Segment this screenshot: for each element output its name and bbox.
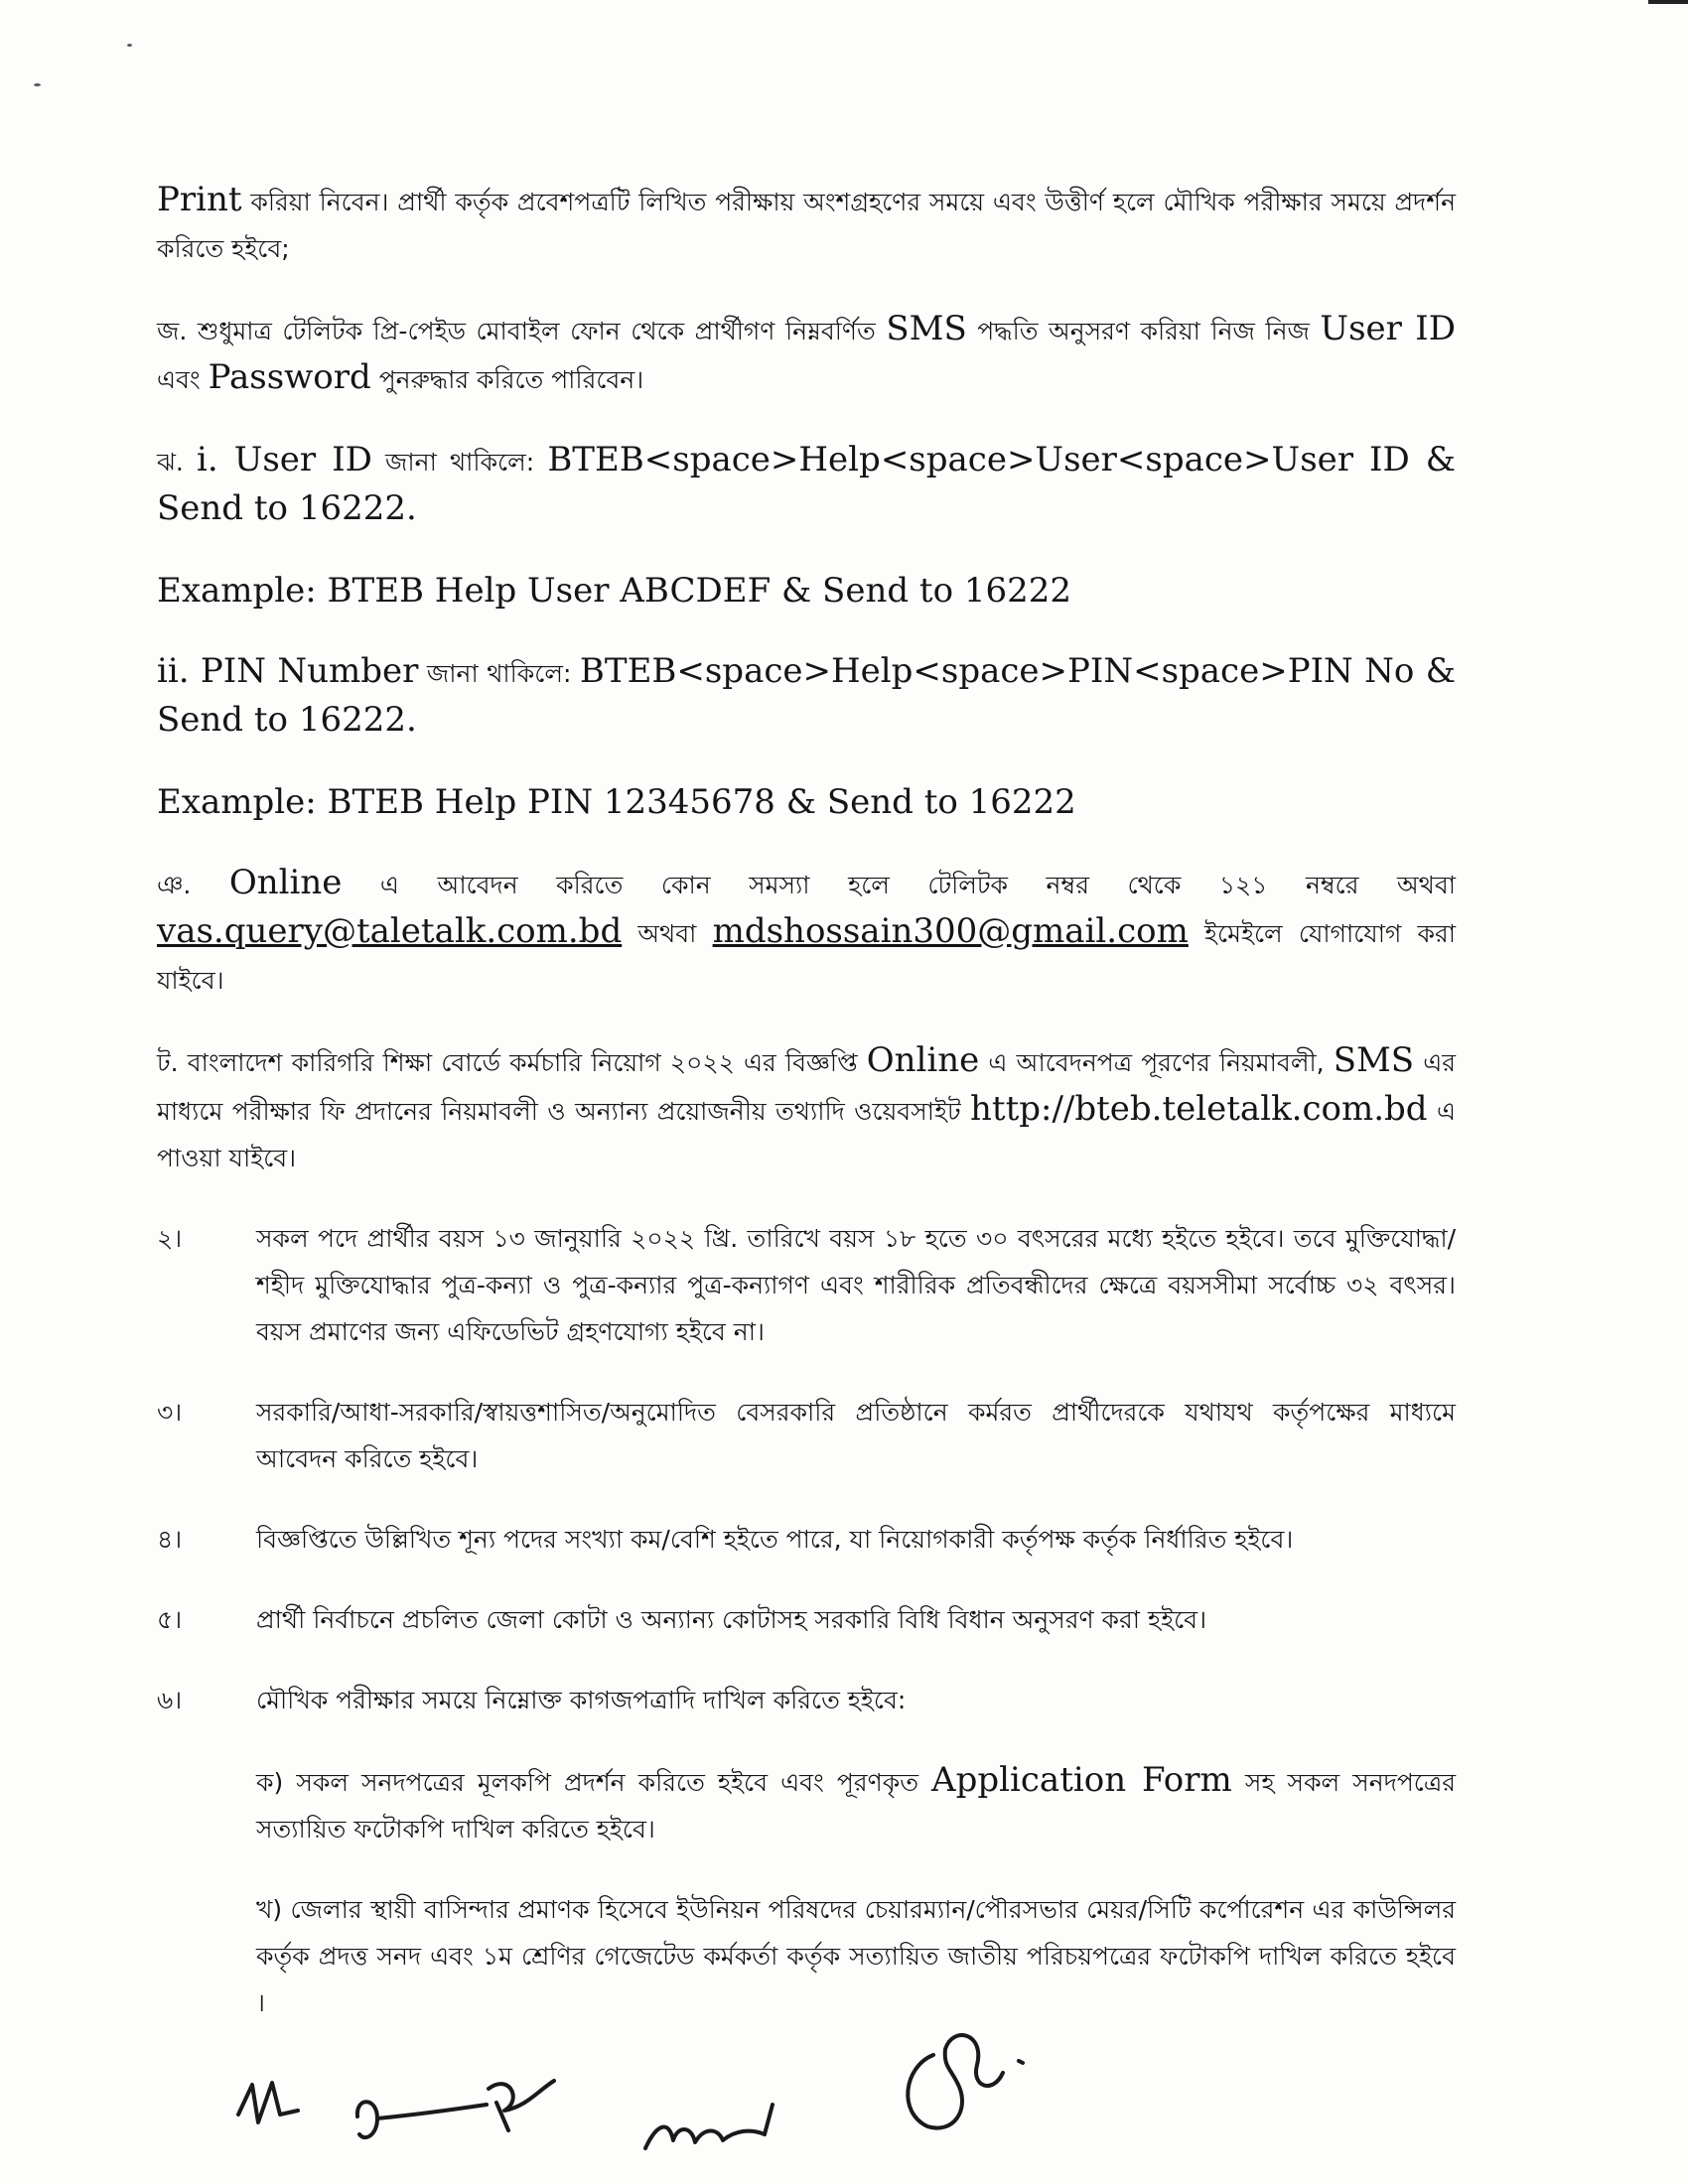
- online-word: Online: [228, 863, 343, 902]
- item-text: সরকারি/আধা-সরকারি/স্বায়ত্তশাসিত/অনুমোদিত বেসরকারি প্রতিষ্ঠানে কর্মরত প্রার্থীদেরকে যথাযথ কর্তৃপক্ষের মাধ্যমে আবেদন করিতে হইবে।: [256, 1398, 1456, 1473]
- print-word: Print: [157, 180, 242, 219]
- user-id-sms-format: BTEB<space>Help<space>User<space>User ID & Send to 16222.: [157, 440, 1456, 528]
- clause-n-marker: ঞ.: [157, 871, 229, 899]
- chairman-signature: [874, 2015, 1053, 2144]
- clause-j-text-3: এবং: [157, 365, 209, 394]
- page-edge-mark: [1648, 0, 1688, 4]
- if-known-text: জানা থাকিলে:: [418, 659, 580, 688]
- application-form-word: Application Form: [931, 1760, 1232, 1800]
- user-id-word: User ID: [1320, 309, 1456, 348]
- clause-n: [157, 860, 1456, 1004]
- password-word: Password: [208, 357, 371, 397]
- scan-speck: [34, 83, 41, 86]
- sub-item-ka: [256, 1757, 1456, 1852]
- item-text: প্রার্থী নির্বাচনে প্রচলিত জেলা কোটা ও অন্যান্য কোটাসহ সরকারি বিধি বিধান অনুসরণ করা হইবে।: [256, 1605, 1207, 1634]
- example-user-id: Example: BTEB Help User ABCDEF & Send to 16222: [157, 571, 1072, 611]
- clause-j-text-1: জ. শুধুমাত্র টেলিটক প্রি-পেইড মোবাইল ফোন থেকে প্রার্থীগণ নিম্নবর্ণিত: [157, 317, 887, 345]
- scan-speck: [127, 44, 132, 47]
- item-text: সকল পদে প্রার্থীর বয়স ১৩ জানুয়ারি ২০২২ খ্রি. তারিখে বয়স ১৮ হতে ৩০ বৎসরের মধ্যে হইতে হইবে। তবে মুক্তিযোদ্ধা/ শহীদ মুক্তিযোদ্ধার পুত্র-কন্যা ও পুত্র-কন্যার পুত্র-কন্যাগণ এবং শারীরিক প্রতিবন্ধীদের ক্ষেত্রে বয়সসীমা সর্বোচ্চ ৩২ বৎসর। বয়স প্রমাণের জন্য এফিডেভিট গ্রহণযোগ্য হইবে না।: [256, 1224, 1456, 1346]
- numbered-item-6: [157, 1677, 1456, 1723]
- sub-item-kha: খ) জেলার স্থায়ী বাসিন্দার প্রমাণক হিসেবে ইউনিয়ন পরিষদের চেয়ারম্যান/পৌরসভার মেয়র/সিটি কর্পোরেশন এর কাউন্সিলর কর্তৃক প্রদত্ত সনদ এবং ১ম শ্রেণির গেজেটেড কর্মকর্তা কর্তৃক সত্যায়িত জাতীয় পরিচয়পত্রের ফটোকপি দাখিল করিতে হইবে ।: [256, 1895, 1456, 2017]
- item-number: ৫।: [157, 1605, 183, 1634]
- clause-j: [157, 306, 1456, 403]
- clause-jh-2: [157, 648, 1456, 746]
- committee-signatures: [228, 2045, 824, 2174]
- if-known-text: জানা থাকিলে:: [371, 448, 548, 477]
- clause-jh-1: [157, 437, 1456, 534]
- document-body: [157, 177, 1456, 2060]
- sms-word: SMS: [1333, 1040, 1415, 1080]
- clause-n-text-3: ইমেইলে যোগাযোগ করা যাইবে।: [157, 919, 1456, 995]
- item-text: বিজ্ঞপ্তিতে উল্লিখিত শূন্য পদের সংখ্যা কম/বেশি হইতে পারে, যা নিয়োগকারী কর্তৃপক্ষ কর্তৃক নির্ধারিত হইবে।: [256, 1525, 1294, 1554]
- clause-t-text-4: এ পাওয়া যাইবে।: [157, 1097, 1457, 1172]
- support-email-link[interactable]: vas.query@taletalk.com.bd: [157, 911, 623, 951]
- sub-item-ka-text-1: ক) সকল সনদপত্রের মূলকপি প্রদর্শন করিতে হইবে এবং পূরণকৃত: [256, 1768, 932, 1797]
- clause-jh-marker: ঝ.: [157, 448, 198, 477]
- sub-item-ka-text-2: সহ সকল সনদপত্রের সত্যায়িত ফটোকপি দাখিল করিতে হইবে।: [256, 1768, 1456, 1843]
- numbered-item-4: [157, 1516, 1456, 1563]
- clause-t-text-2: এ আবেদনপত্র পূরণের নিয়মাবলী,: [979, 1048, 1334, 1077]
- item-text: মৌখিক পরীক্ষার সময়ে নিম্নোক্ত কাগজপত্রাদি দাখিল করিতে হইবে:: [256, 1686, 907, 1714]
- numbered-item-5: [157, 1596, 1456, 1643]
- item-number: ৪।: [157, 1525, 183, 1554]
- online-word: Online: [866, 1040, 980, 1080]
- print-instruction: [157, 177, 1456, 272]
- clause-j-text-4: পুনরুদ্ধার করিতে পারিবেন।: [370, 365, 644, 394]
- website-link[interactable]: http://bteb.teletalk.com.bd: [970, 1089, 1428, 1129]
- clause-t-text-1: ট. বাংলাদেশ কারিগরি শিক্ষা বোর্ডে কর্মচারি নিয়োগ ২০২২ এর বিজ্ঞপ্তি: [157, 1048, 867, 1077]
- user-id-label: i. User ID: [197, 440, 372, 479]
- contact-email-link[interactable]: mdshossain300@gmail.com: [712, 911, 1189, 951]
- item-number: ২।: [157, 1224, 183, 1253]
- numbered-item-3: [157, 1389, 1456, 1482]
- print-text: করিয়া নিবেন। প্রার্থী কর্তৃক প্রবেশপত্রটি লিখিত পরীক্ষায় অংশগ্রহণের সময়ে এবং উত্তীর্ণ হলে মৌখিক পরীক্ষার সময়ে প্রদর্শন করিতে হইবে;: [157, 188, 1456, 263]
- item-number: ৬।: [157, 1686, 183, 1714]
- pin-sms-format: BTEB<space>Help<space>PIN<space>PIN No & Send to 16222.: [157, 651, 1456, 740]
- example-pin: Example: BTEB Help PIN 12345678 & Send to 16222: [157, 782, 1076, 822]
- clause-j-text-2: পদ্ধতি অনুসরণ করিয়া নিজ নিজ: [966, 317, 1321, 345]
- clause-n-text-1: এ আবেদন করিতে কোন সমস্যা হলে টেলিটক নম্বর থেকে ১২১ নম্বরে অথবা: [342, 871, 1456, 899]
- sms-word: SMS: [886, 309, 967, 348]
- clause-t: [157, 1037, 1456, 1181]
- clause-n-text-2: অথবা: [622, 919, 713, 948]
- item-number: ৩।: [157, 1398, 183, 1427]
- pin-label: ii. PIN Number: [157, 651, 419, 691]
- numbered-item-2: [157, 1215, 1456, 1355]
- clause-t-text-3: এর মাধ্যমে পরীক্ষার ফি প্রদানের নিয়মাবলী ও অন্যান্য প্রয়োজনীয় তথ্যাদি ওয়েবসাইট: [157, 1048, 1456, 1126]
